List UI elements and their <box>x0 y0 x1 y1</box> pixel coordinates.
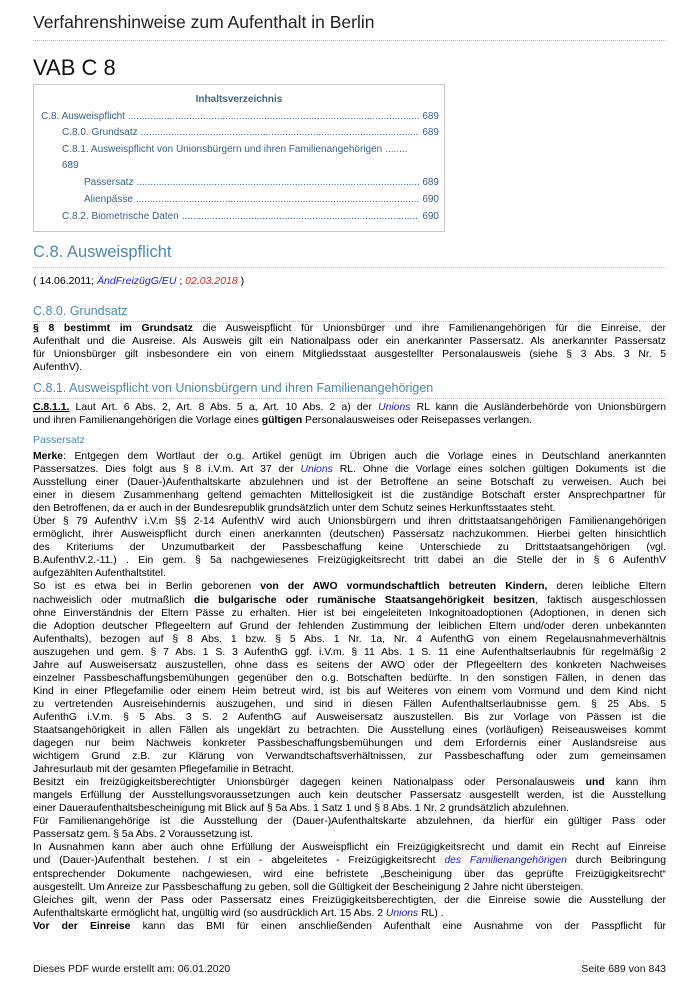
subheading-passersatz: Passersatz <box>33 434 85 446</box>
toc-heading: Inhaltsverzeichnis <box>195 94 283 105</box>
document-title: VAB C 8 <box>33 55 116 80</box>
subsection-heading-grundsatz: C.8.0. Grundsatz <box>33 304 666 322</box>
toc-item[interactable] <box>84 194 439 205</box>
page-footer <box>33 963 666 975</box>
toc-item[interactable] <box>62 144 439 155</box>
toc-item-page: 690 <box>422 211 439 222</box>
toc-item-page: 689 <box>422 127 439 138</box>
unions-link[interactable]: Unions <box>385 907 419 919</box>
toc-item[interactable] <box>62 127 439 138</box>
unions-link[interactable]: Unions <box>378 402 411 413</box>
unions-link[interactable]: Unions <box>300 464 333 476</box>
paragraph-passersatz: Merke: Entgegen dem Wortlaut der o.g. Artikel genügt im Übrigen auch die Vorlage eines in Deutschland anerkannten Passersatzes. Dies folgt aus § 8 i.V.m. Art 37 der Unions RL. Ohne die Vorlage eines solchen gültigen Dokuments ist die Ausstellung einer (Dauer-)Aufenthaltskarte abzulehnen und ist der Betroffene an seine Botschaft zu verweisen. Auch bei einer in diesem Zusammenhang geltend gemachten Mittellosigkeit ist die zuständige Botschaft erster Ansprechpartner für den Betroffenen, da er auch in der Bundesrepublik grundsätzlich unter dem Schutz seines Herkunftsstaates steht. Über § 79 AufenthV i.V.m §§ 2-14 AufenthV wird auch Unionsbürgern und ihren drittstaatsangehörigen Familienangehörigen ermöglicht, ihrer Ausweispflicht durch einen anerkannten (deutschen) Passersatz nachzukommen. Hierbei gelten hinsichtlich des Kriteriums der Unzumutbarkeit der Passbeschaffung keine Unterschiede zu Drittstaatsangehörigen (vgl. B.AufenthV.2.-11.) . Ein gem. § 5a nachgewiesenes Freizügigkeitsrecht tritt dabei an die Stelle der in § 6 AufenthV aufgezählten Aufenthaltstitel. So ist es etwa bei in Berlin geborenen von der AWO vormundschaftlich betreuten Kindern, deren leibliche Eltern nachweislich oder mutmaßlich die bulgarische oder rumänische Staatsangehörigkeit besitzen, faktisch ausgeschlossen ohne Einverständnis der Eltern Pässe zu erhalten. Hier ist bei eingeleiteten Inkognitoadoptionen (Adoptionen, in denen sich die Adoption deutscher Pflegeeltern auf Grund der fehlenden Zustimmung der leiblichen Eltern und/oder deren unbekannten Aufenthalts), bezogen auf § 8 Abs. 1 bzw. § 5 Abs. 1 Nr. 1a, Nr. 4 AufenthG von einem Regelausnahmeverhältnis auszugehen und gem. § 7 Abs. 1 S. 3 AufenthG ggf. i.V.m. § 11 Abs. 1 S. 11 eine Aufenthaltserlaubnis für regelmäßig 2 Jahre auf Ausweisersatz auszustellen, ohne dass es seitens der AWO oder der Pflegeeltern des konkreten Nachweises einzelner Passbeschaffungsbemühungen gegenüber den o.g. Botschaften bedürfte. In den sonstigen Fällen, in denen das Kind in einer Pflegefamilie oder einem Heim betreut wird, ist bis auf Weiteres von einem vom Vormund und dem Kind nicht zu vertretenden Ausreisehindernis auszugehen, und sind in diesen Fällen Aufenthaltserlaubnisse gem. § 25 Abs. 5 AufenthG i.V.m. § 5 Abs. 3 S. 2 AufenthG auf Ausweisersatz auszustellen. Bis zur Vorlage von Pässen ist die Staatsangehörigkeit in allen Fällen als ungeklärt zu betrachten. Die Ausstellung eines (vorläufigen) Reiseausweises kommt dagegen nur beim Nachweis konkreter Passbeschaffungsbemühungen und dem Erfordernis einer Auslandsreise aus wichtigem Grund z.B. zur Klärung von Verwandtschaftsverhältnissen, zur Passbeschaffung oder zum gemeinsamen Jahresurlaub mit der gesamten Pflegefamilie in Betracht. Besitzt ein freizügigkeitsberechtigter Unionsbürger dagegen keinen Nationalpass oder Personalausweis und kann ihm mangels Erfüllung der Ausstellungsvoraussetzungen auch kein deutscher Passersatz ausgestellt werden, ist die Ausstellung einer Daueraufenthaltsbescheinigung mit Blick auf § 5a Abs. 1 Satz 1 und § 8 Abs. 1 Nr. 2 grundsätzlich abzulehnen. Für Familienangehörige ist die Ausstellung der (Dauer-)Aufenthaltskarte abzulehnen, da hierfür ein gültiger Pass oder Passersatz gem. § 5a Abs. 2 Voraussetzung ist. In Ausnahmen kann aber auch ohne Erfüllung der Ausweispflicht ein Freizügigkeitsrecht und damit ein Recht auf Einreise und (Dauer-)Aufenthalt bestehen. I st ein - abgeleitetes - Freizügigkeitsrecht des Familienangehörigen durch Beibringung entsprechender Dokumente nachgewiesen, wird eine befristete „Bescheinigung über das geprüfte Freizügigkeitsrecht“ ausgestellt. Um Anreize zur Passbeschaffung zu geben, soll die Gültigkeit der Bescheinigung 2 Jahre nicht übersteigen. Gleiches gilt, wenn der Pass oder Passersatz eines Freizügigkeitsberechtigten, der die Einreise sowie die Ausstellung der Aufenthaltskarte ermöglicht hat, ungültig wird (so ausdrücklich Art. 15 Abs. 2 Unions RL) . Vor der Einreise kann das BMI für einen anschließenden Aufenthalt eine Ausnahme von der Passpflicht für <box>33 451 666 932</box>
toc-item-page: 689 <box>422 111 439 122</box>
toc-item-label: C.8.1. Ausweispflicht von Unionsbürgern und ihren Familienangehörigen <box>62 144 383 155</box>
header-title: Verfahrenshinweise zum Aufenthalt in Berlin <box>33 12 666 41</box>
toc-item-page: 689 <box>422 177 439 188</box>
toc-item-page-wrap <box>62 160 79 171</box>
amendment-link[interactable]: ÄndFreizügG/EU <box>97 275 177 287</box>
footer-created: Dieses PDF wurde erstellt am: 06.01.2020 <box>33 963 231 975</box>
inline-link[interactable]: I <box>207 855 211 867</box>
date-line: ( 14.06.2011; ÄndFreizügG/EU ; 02.03.2018 ) <box>33 275 245 287</box>
toc-item[interactable] <box>62 211 439 222</box>
toc-item[interactable] <box>41 111 439 122</box>
toc-item-label: C.8.0. Grundsatz <box>62 127 138 138</box>
toc-item[interactable] <box>84 177 439 188</box>
toc-item-label: Passersatz <box>84 177 134 188</box>
toc-item-page: 690 <box>422 194 439 205</box>
toc-item-label: C.8. Ausweispflicht <box>41 111 125 122</box>
toc-item-label: Alienpässe <box>84 194 133 205</box>
toc-item-label: C.8.2. Biometrische Daten <box>62 211 179 222</box>
subsection-heading-c81: C.8.1. Ausweispflicht von Unionsbürgern und ihren Familienangehörigen <box>33 381 666 399</box>
date-link[interactable]: 02.03.2018 <box>185 275 238 287</box>
paragraph-grundsatz: § 8 bestimmt im Grundsatz die Ausweispflicht für Unionsbürger und ihre Familienangehörigen für die Einreise, der Aufenthalt und die Ausreise. Als Ausweis gilt ein Nationalpass oder ein anerkannter Passersatz. Als anerkannter Passersatz für Unionsbürger gilt insbesondere ein von einem Mitgliedsstaat ausgestellter Personalausweis (siehe § 3 Abs. 3 Nr. 5 AufenthV). <box>33 323 666 374</box>
toc-item-page: 689 <box>62 160 79 171</box>
paragraph-c811: C.8.1.1. Laut Art. 6 Abs. 2, Art. 8 Abs. 5 a, Art. 10 Abs. 2 a) der Unions RL kann die Ausländerbehörde von Unionsbürgern und ihren Familienangehörigen die Vorlage eines gültigen Personalausweises oder Reisepasses verlangen. <box>33 402 666 427</box>
footer-page-number: Seite 689 von 843 <box>581 963 666 975</box>
section-heading: C.8. Ausweispflicht <box>33 243 666 268</box>
familienangehoerigen-link[interactable]: des Familienangehörigen <box>444 855 567 867</box>
table-of-contents <box>33 84 445 232</box>
